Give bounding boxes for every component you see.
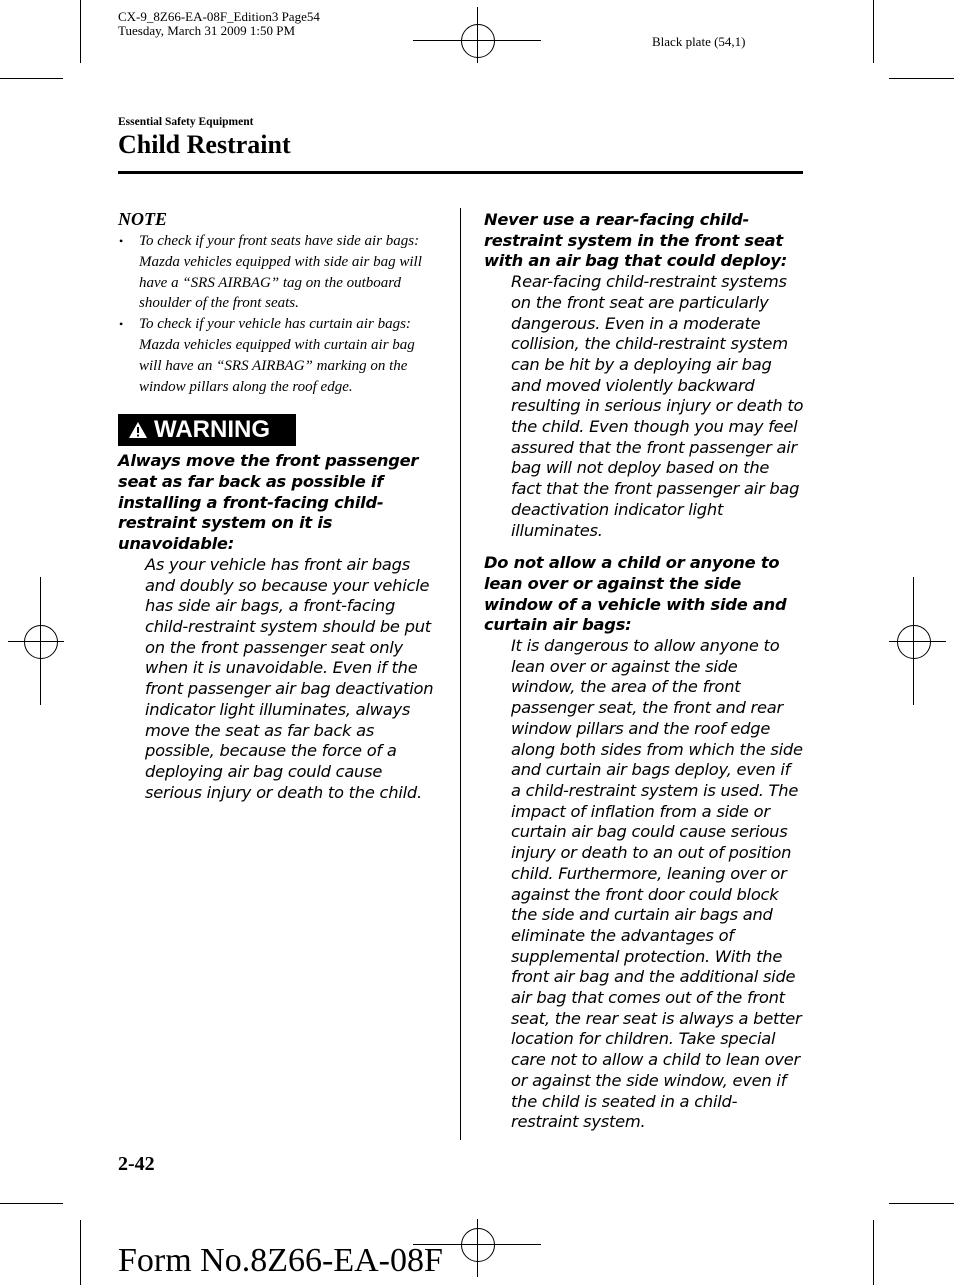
- warning-block: [118, 451, 438, 803]
- note-title: NOTE: [118, 209, 167, 229]
- bullet-icon: •: [119, 234, 124, 248]
- caution-heading: Do not allow a child or anyone to lean over or against the side window of a vehicle with side and curtain air bags:: [484, 553, 787, 635]
- warning-heading: Always move the front passenger seat as far back as possible if installing a front-facing child-restraint system on it is unavoidable:: [118, 451, 419, 554]
- warning-label: WARNING: [154, 416, 270, 444]
- caution-heading: Never use a rear-facing child-restraint system in the front seat with an air bag that could deploy:: [484, 210, 788, 271]
- print-file-line: CX-9_8Z66-EA-08F_Edition3 Page54: [118, 9, 320, 24]
- note-item: [118, 231, 438, 314]
- warning-badge: [118, 414, 296, 446]
- form-number: Form No.8Z66-EA-08F: [118, 1242, 443, 1279]
- left-column: [118, 209, 438, 803]
- warning-body: As your vehicle has front air bags and doubly so because your vehicle has side air bags, a front-facing child-restraint system should be put on the front passenger seat only when it is unavoidable. Even if the front passenger air bag deactivation indicator light illuminates, always move the seat as far back as possible, because the force of a deploying air bag could cause serious injury or death to the child.: [145, 554, 434, 802]
- print-date-line: Tuesday, March 31 2009 1:50 PM: [118, 23, 296, 38]
- column-divider: [460, 208, 461, 1140]
- note-item-text: Mazda vehicles equipped with side air bag will have a “SRS AIRBAG” tag on the outboard shoulder of the front seats.: [139, 253, 422, 312]
- print-file-info: [118, 10, 320, 38]
- caution-block: [484, 210, 804, 541]
- warning-triangle-icon: [128, 421, 148, 439]
- note-item: [118, 314, 438, 397]
- page-number: 2-42: [118, 1153, 155, 1175]
- note-item-lead: To check if your vehicle has curtain air bags:: [139, 316, 411, 333]
- note-item-text: Mazda vehicles equipped with curtain air bag will have an “SRS AIRBAG” marking on the window pillars along the roof edge.: [139, 336, 415, 395]
- section-label: Essential Safety Equipment: [118, 116, 254, 128]
- page-title: Child Restraint: [118, 130, 291, 159]
- note-item-lead: To check if your front seats have side air bags:: [139, 233, 420, 249]
- caution-block: [484, 553, 804, 1133]
- plate-label: Black plate (54,1): [652, 34, 746, 49]
- right-column: [484, 210, 804, 1145]
- title-rule: [118, 171, 803, 174]
- caution-body: Rear-facing child-restraint systems on the front seat are particularly dangerous. Even in a moderate collision, the child-restraint system can be hit by a deploying air bag and moved violently backward resulting in serious injury or death to the child. Even though you may feel assured that the front passenger air bag will not deploy based on the fact that the front passenger air bag deactivation indicator light illuminates.: [511, 272, 804, 540]
- note-list: [118, 231, 438, 397]
- bullet-icon: •: [119, 317, 124, 332]
- caution-body: It is dangerous to allow anyone to lean over or against the side window, the area of the front passenger seat, the front and rear window pillars and the roof edge along both sides from which the side and curtain air bags deploy, even if a child-restraint system is used. The impact of inflation from a side or curtain air bag could cause serious injury or death to an out of position child. Furthermore, leaning over or against the front door could block the side and curtain air bags and eliminate the advantages of supplemental protection. With the front air bag and the additional side air bag that comes out of the front seat, the rear seat is always a better location for children. Take special care not to allow a child to lean over or against the side window, even if the child is seated in a child-restraint system.: [511, 636, 803, 1132]
